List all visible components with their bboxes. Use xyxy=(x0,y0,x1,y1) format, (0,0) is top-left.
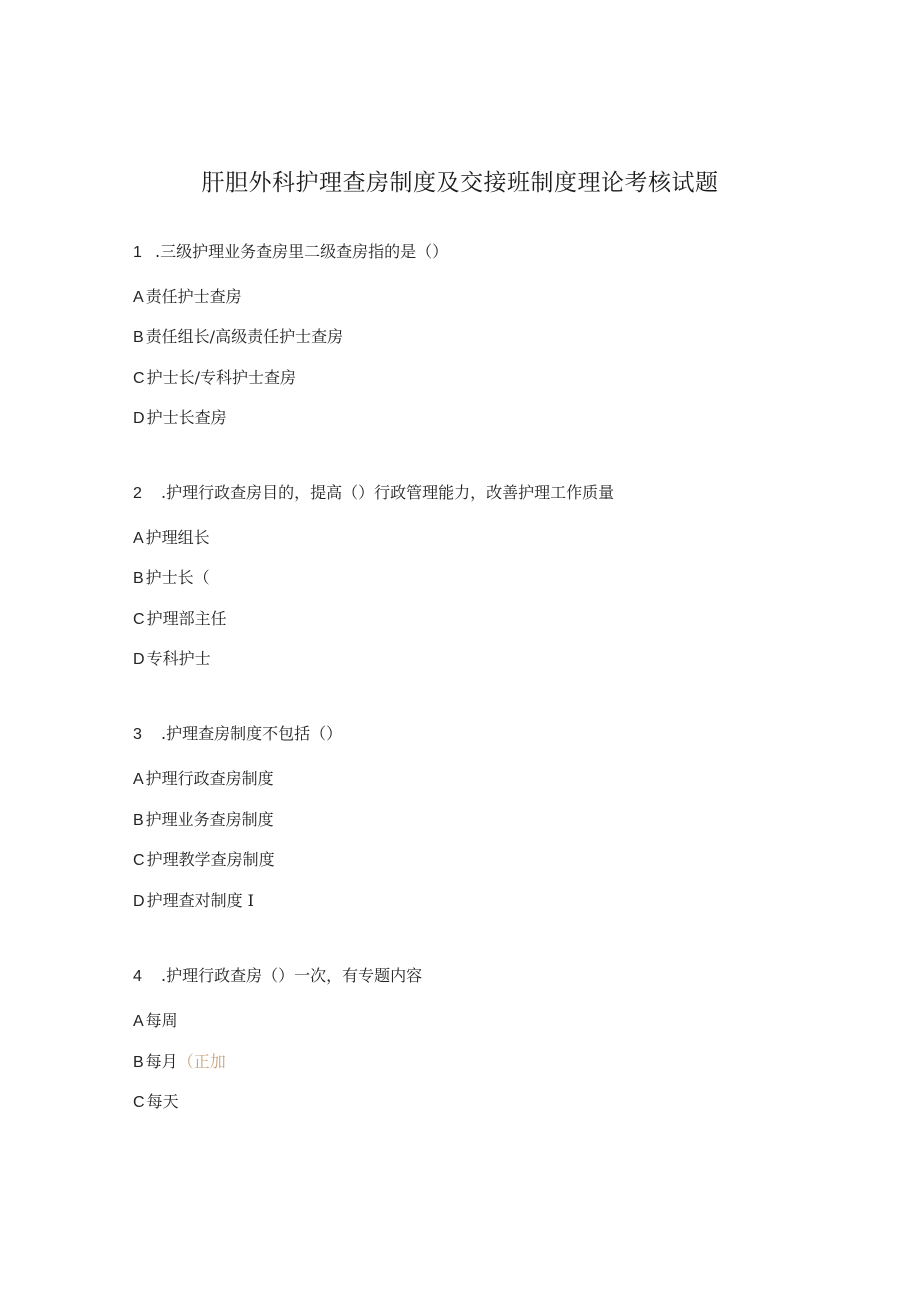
option-letter: C xyxy=(133,370,145,387)
question-number: 3 xyxy=(133,726,142,743)
question-1-option-c xyxy=(133,368,296,389)
question-4-option-b xyxy=(133,1052,226,1073)
question-4-option-a xyxy=(133,1011,178,1032)
question-3-option-b xyxy=(133,810,274,831)
question-text: .护理行政查房目的，提高（）行政管理能力，改善护理工作质量 xyxy=(161,483,615,502)
question-1 xyxy=(133,242,448,263)
option-text: 护士长（ xyxy=(145,568,210,587)
option-text: 护士长/专科护士查房 xyxy=(146,368,296,387)
option-text: 责任护士查房 xyxy=(145,287,242,306)
option-text: 护理行政查房制度 xyxy=(145,769,274,788)
question-3 xyxy=(133,724,342,745)
option-letter: A xyxy=(133,530,144,547)
option-annotation: （正加 xyxy=(177,1052,226,1071)
option-text: 专科护士 xyxy=(146,649,211,668)
question-2-option-a xyxy=(133,528,210,549)
option-letter: B xyxy=(133,329,144,346)
question-3-option-c xyxy=(133,850,275,871)
option-text: 每周 xyxy=(145,1011,178,1030)
option-letter: C xyxy=(133,1094,145,1111)
question-1-option-d xyxy=(133,408,227,429)
option-letter: A xyxy=(133,289,144,306)
option-text: 护理部主任 xyxy=(146,609,227,628)
option-letter: B xyxy=(133,1054,144,1071)
option-letter: D xyxy=(133,651,145,668)
document-title: 肝胆外科护理查房制度及交接班制度理论考核试题 xyxy=(201,170,719,196)
question-4 xyxy=(133,966,422,987)
question-2-option-d xyxy=(133,649,211,670)
option-letter: D xyxy=(133,410,145,427)
option-text: 护理组长 xyxy=(145,528,210,547)
question-text: .护理行政查房（）一次，有专题内容 xyxy=(161,966,423,985)
question-2 xyxy=(133,483,614,504)
question-2-option-b xyxy=(133,568,210,589)
option-letter: A xyxy=(133,1013,144,1030)
option-letter: C xyxy=(133,852,145,869)
option-text: 护理业务查房制度 xyxy=(145,810,274,829)
question-3-option-d xyxy=(133,891,254,912)
option-text: 责任组长/高级责任护士查房 xyxy=(145,327,344,346)
question-number: 2 xyxy=(133,485,142,502)
question-text: .护理查房制度不包括（） xyxy=(161,724,343,743)
option-letter: C xyxy=(133,611,145,628)
option-letter: B xyxy=(133,570,144,587)
option-text: 每月 xyxy=(145,1052,178,1071)
option-letter: B xyxy=(133,812,144,829)
option-text: 护理查对制度 I xyxy=(146,891,254,910)
question-1-option-a xyxy=(133,287,242,308)
option-text: 护士长查房 xyxy=(146,408,227,427)
question-3-option-a xyxy=(133,769,274,790)
option-text: 每天 xyxy=(146,1092,179,1111)
option-text: 护理教学查房制度 xyxy=(146,850,275,869)
option-letter: D xyxy=(133,893,145,910)
question-4-option-c xyxy=(133,1092,179,1113)
question-text: .三级护理业务查房里二级查房指的是（） xyxy=(155,242,449,261)
question-number: 1 xyxy=(133,244,142,261)
question-number: 4 xyxy=(133,968,142,985)
option-letter: A xyxy=(133,771,144,788)
question-2-option-c xyxy=(133,609,227,630)
question-1-option-b xyxy=(133,327,343,348)
